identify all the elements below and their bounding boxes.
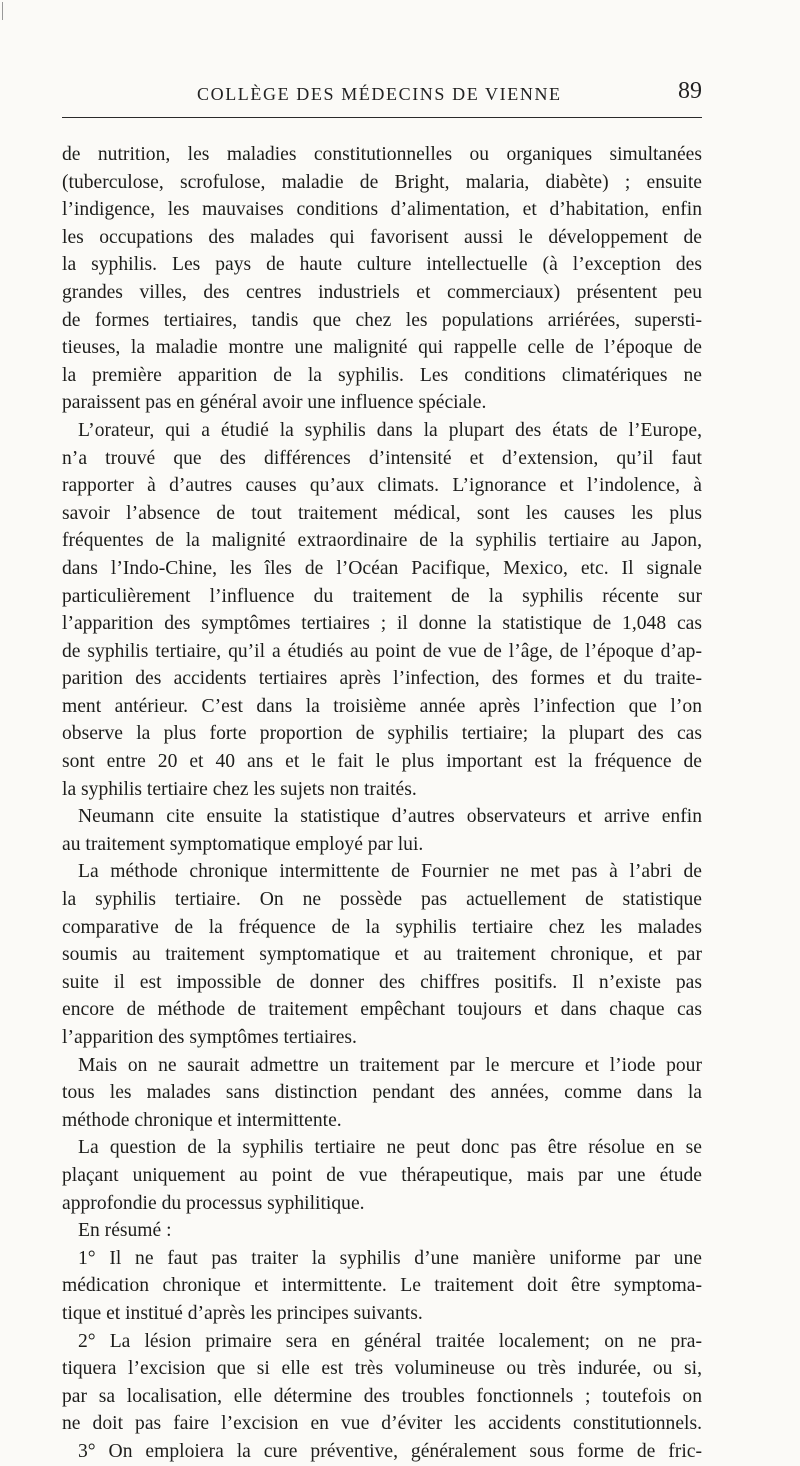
text-line: de formes tertiaires, tandis que chez les populations arriérées, supersti-: [62, 309, 702, 331]
text-line: n’a trouvé que des différences d’intensité et d’extension, qu’il faut: [62, 447, 702, 469]
text-line: grandes villes, des centres industriels et commerciaux) présentent peu: [62, 281, 702, 303]
text-line: les occupations des malades qui favorisent aussi le développement de: [62, 226, 702, 248]
text-line: plaçant uniquement au point de vue thérapeutique, mais par une étude: [62, 1164, 702, 1186]
text-line: La méthode chronique intermittente de Fournier ne met pas à l’abri de: [78, 861, 702, 883]
text-line: de syphilis tertiaire, qu’il a étudiés au point de vue de l’âge, de l’époque d’ap-: [62, 640, 702, 662]
text-line: (tuberculose, scrofulose, maladie de Bright, malaria, diabète) ; ensuite: [62, 171, 702, 193]
text-line: tous les malades sans distinction pendant des années, comme dans la: [62, 1082, 702, 1104]
text-line: la syphilis tertiaire chez les sujets non traités.: [62, 778, 417, 800]
text-line: soumis au traitement symptomatique et au traitement chronique, et par: [62, 944, 702, 966]
text-line: comparative de la fréquence de la syphilis tertiaire chez les malades: [62, 916, 702, 938]
text-line: ment antérieur. C’est dans la troisième année après l’infection que l’on: [62, 695, 702, 717]
text-line: fréquentes de la malignité extraordinaire de la syphilis tertiaire au Japon,: [62, 530, 702, 552]
text-line: tieuses, la maladie montre une malignité qui rappelle celle de l’époque de: [62, 337, 702, 359]
text-line: sont entre 20 et 40 ans et le fait le plus important est la fréquence de: [62, 751, 702, 773]
page-number: 89: [678, 78, 702, 104]
text-line: La question de la syphilis tertiaire ne peut donc pas être résolue en se: [78, 1137, 702, 1159]
text-line: rapporter à d’autres causes qu’aux climats. L’ignorance et l’indolence, à: [62, 475, 702, 497]
text-line: 1° Il ne faut pas traiter la syphilis d’une manière uniforme par une: [78, 1247, 702, 1269]
header-rule: [62, 117, 702, 118]
text-line: 2° La lésion primaire sera en général traitée localement; on ne pra-: [78, 1330, 702, 1352]
text-line: suite il est impossible de donner des chiffres positifs. Il n’existe pas: [62, 971, 702, 993]
text-line: parition des accidents tertiaires après l’infection, des formes et du traite-: [62, 668, 702, 690]
text-line: Mais on ne saurait admettre un traitement par le mercure et l’iode pour: [78, 1054, 702, 1076]
text-line: tiquera l’excision que si elle est très volumineuse ou très indurée, ou si,: [62, 1358, 702, 1380]
text-line: paraissent pas en général avoir une influence spéciale.: [62, 392, 487, 414]
text-line: au traitement symptomatique employé par lui.: [62, 833, 424, 855]
text-line: 3° On emploiera la cure préventive, généralement sous forme de fric-: [78, 1440, 702, 1462]
margin-mark: [2, 2, 9, 20]
text-line: approfondie du processus syphilitique.: [62, 1192, 365, 1214]
text-line: dans l’Indo-Chine, les îles de l’Océan Pacifique, Mexico, etc. Il signale: [62, 557, 702, 579]
text-line: Neumann cite ensuite la statistique d’autres observateurs et arrive enfin: [78, 806, 702, 828]
text-line: médication chronique et intermittente. Le traitement doit être symptoma-: [62, 1275, 702, 1297]
text-line: la première apparition de la syphilis. Les conditions climatériques ne: [62, 364, 702, 386]
text-line: savoir l’absence de tout traitement médical, sont les causes les plus: [62, 502, 702, 524]
text-line: l’apparition des symptômes tertiaires.: [62, 1027, 357, 1048]
text-line: la syphilis. Les pays de haute culture intellectuelle (à l’exception des: [62, 254, 702, 276]
text-line: particulièrement l’influence du traitement de la syphilis récente sur: [62, 585, 702, 607]
text-line: tique et institué d’après les principes suivants.: [62, 1302, 423, 1324]
text-line: méthode chronique et intermittente.: [62, 1109, 342, 1131]
text-line: la syphilis tertiaire. On ne possède pas actuellement de statistique: [62, 889, 702, 911]
text-line: par sa localisation, elle détermine des troubles fonctionnels ; toutefois on: [62, 1385, 702, 1407]
text-line: l’apparition des symptômes tertiaires ; il donne la statistique de 1,048 cas: [62, 613, 702, 635]
text-line: En résumé :: [78, 1220, 172, 1242]
text-line: ne doit pas faire l’excision en vue d’éviter les accidents constitutionnels.: [62, 1413, 702, 1435]
text-line: l’indigence, les mauvaises conditions d’alimentation, et d’habitation, enfin: [62, 199, 702, 221]
text-line: L’orateur, qui a étudié la syphilis dans la plupart des états de l’Europe,: [78, 419, 702, 441]
text-line: encore de méthode de traitement empêchant toujours et dans chaque cas: [62, 999, 702, 1021]
text-line: observe la plus forte proportion de syphilis tertiaire; la plupart des cas: [62, 723, 702, 745]
text-line: de nutrition, les maladies constitutionnelles ou organiques simultanées: [62, 144, 702, 165]
running-head-title: COLLÈGE DES MÉDECINS DE VIENNE: [197, 84, 562, 104]
body-text: [62, 141, 702, 1466]
running-head: [62, 76, 702, 106]
